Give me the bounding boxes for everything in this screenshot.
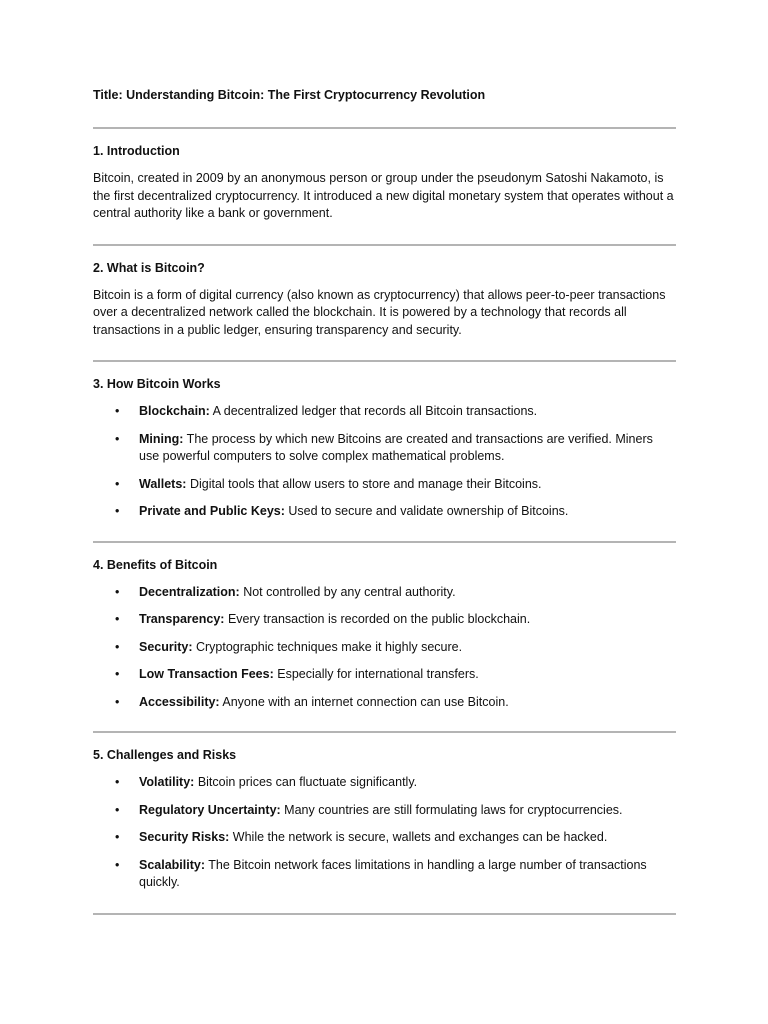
bullet-list	[93, 584, 676, 712]
section-what-is-bitcoin	[93, 260, 676, 340]
list-item-text: Anyone with an internet connection can use Bitcoin.	[219, 694, 509, 709]
list-item-term: Security:	[139, 639, 193, 654]
document-page	[93, 86, 676, 915]
list-item	[93, 476, 676, 494]
list-item	[93, 829, 676, 847]
section-heading: 2. What is Bitcoin?	[93, 260, 205, 275]
list-item-term: Accessibility:	[139, 694, 220, 709]
section-heading: 5. Challenges and Risks	[93, 748, 237, 762]
list-item	[93, 503, 676, 521]
list-item	[93, 666, 676, 684]
list-item-text: While the network is secure, wallets and exchanges can be hacked.	[229, 830, 608, 844]
section-paragraph: Bitcoin, created in 2009 by an anonymous person or group under the pseudonym Satoshi Nakamoto, is the first decentralized cryptocurrency. It introduced a new digital monetary system that operates without a central authority like a bank or government.	[93, 171, 674, 220]
list-item-text: A decentralized ledger that records all Bitcoin transactions.	[209, 404, 538, 418]
list-item	[93, 802, 676, 820]
bullet-list	[93, 403, 676, 521]
bullet-icon: •	[115, 857, 120, 872]
bullet-list	[93, 774, 676, 892]
list-item	[93, 584, 676, 602]
section-how-bitcoin-works	[93, 376, 676, 521]
bullet-icon: •	[115, 476, 120, 491]
list-item-term: Security Risks:	[139, 830, 230, 844]
list-item	[93, 694, 676, 712]
list-item-term: Low Transaction Fees:	[139, 667, 274, 681]
list-item-term: Scalability:	[139, 857, 205, 872]
list-item	[93, 639, 676, 657]
section-divider	[93, 913, 676, 915]
list-item-text: Digital tools that allow users to store and manage their Bitcoins.	[186, 476, 542, 491]
bullet-icon: •	[115, 639, 120, 654]
section-introduction	[93, 143, 676, 223]
bullet-icon: •	[115, 584, 120, 599]
section-heading: 1. Introduction	[93, 144, 180, 158]
section-divider	[93, 127, 676, 129]
list-item-term: Blockchain:	[139, 404, 210, 418]
list-item-text: The Bitcoin network faces limitations in handling a large number of transactions quickly.	[139, 857, 647, 889]
list-item-term: Mining:	[139, 431, 184, 446]
list-item-text: Not controlled by any central authority.	[239, 584, 456, 599]
list-item-text: The process by which new Bitcoins are created and transactions are verified. Miners use powerful computers to solve complex mathematical problems.	[139, 431, 653, 463]
section-challenges	[93, 747, 676, 892]
list-item-text: Bitcoin prices can fluctuate significantly.	[194, 775, 418, 789]
section-paragraph: Bitcoin is a form of digital currency (also known as cryptocurrency) that allows peer-to-peer transactions over a decentralized network called the blockchain. It is powered by a technology that records all transactions in a public ledger, ensuring transparency and security.	[93, 287, 666, 337]
list-item-text: Used to secure and validate ownership of Bitcoins.	[284, 504, 569, 518]
bullet-icon: •	[115, 694, 120, 709]
bullet-icon: •	[115, 830, 120, 844]
list-item-text: Especially for international transfers.	[273, 667, 479, 681]
bullet-icon: •	[115, 667, 120, 681]
section-divider	[93, 541, 676, 543]
section-heading: 4. Benefits of Bitcoin	[93, 557, 218, 572]
list-item	[93, 431, 676, 466]
list-item-text: Many countries are still formulating laws for cryptocurrencies.	[280, 802, 623, 817]
list-item-term: Transparency:	[139, 612, 225, 626]
list-item-term: Regulatory Uncertainty:	[139, 802, 281, 817]
list-item	[93, 611, 676, 629]
document-title: Title: Understanding Bitcoin: The First Cryptocurrency Revolution	[93, 88, 486, 102]
bullet-icon: •	[115, 431, 120, 446]
list-item-term: Volatility:	[139, 775, 195, 789]
list-item-text: Every transaction is recorded on the public blockchain.	[224, 612, 531, 626]
bullet-icon: •	[115, 802, 120, 817]
section-divider	[93, 360, 676, 362]
bullet-icon: •	[115, 504, 120, 518]
list-item-term: Wallets:	[139, 476, 187, 491]
section-benefits	[93, 557, 676, 712]
list-item	[93, 403, 676, 421]
section-heading: 3. How Bitcoin Works	[93, 377, 221, 391]
section-divider	[93, 244, 676, 246]
list-item-term: Private and Public Keys:	[139, 504, 285, 518]
bullet-icon: •	[115, 404, 120, 418]
bullet-icon: •	[115, 612, 120, 626]
section-divider	[93, 731, 676, 733]
list-item	[93, 857, 676, 892]
bullet-icon: •	[115, 775, 120, 789]
list-item	[93, 774, 676, 792]
list-item-term: Decentralization:	[139, 584, 240, 599]
list-item-text: Cryptographic techniques make it highly secure.	[192, 639, 463, 654]
